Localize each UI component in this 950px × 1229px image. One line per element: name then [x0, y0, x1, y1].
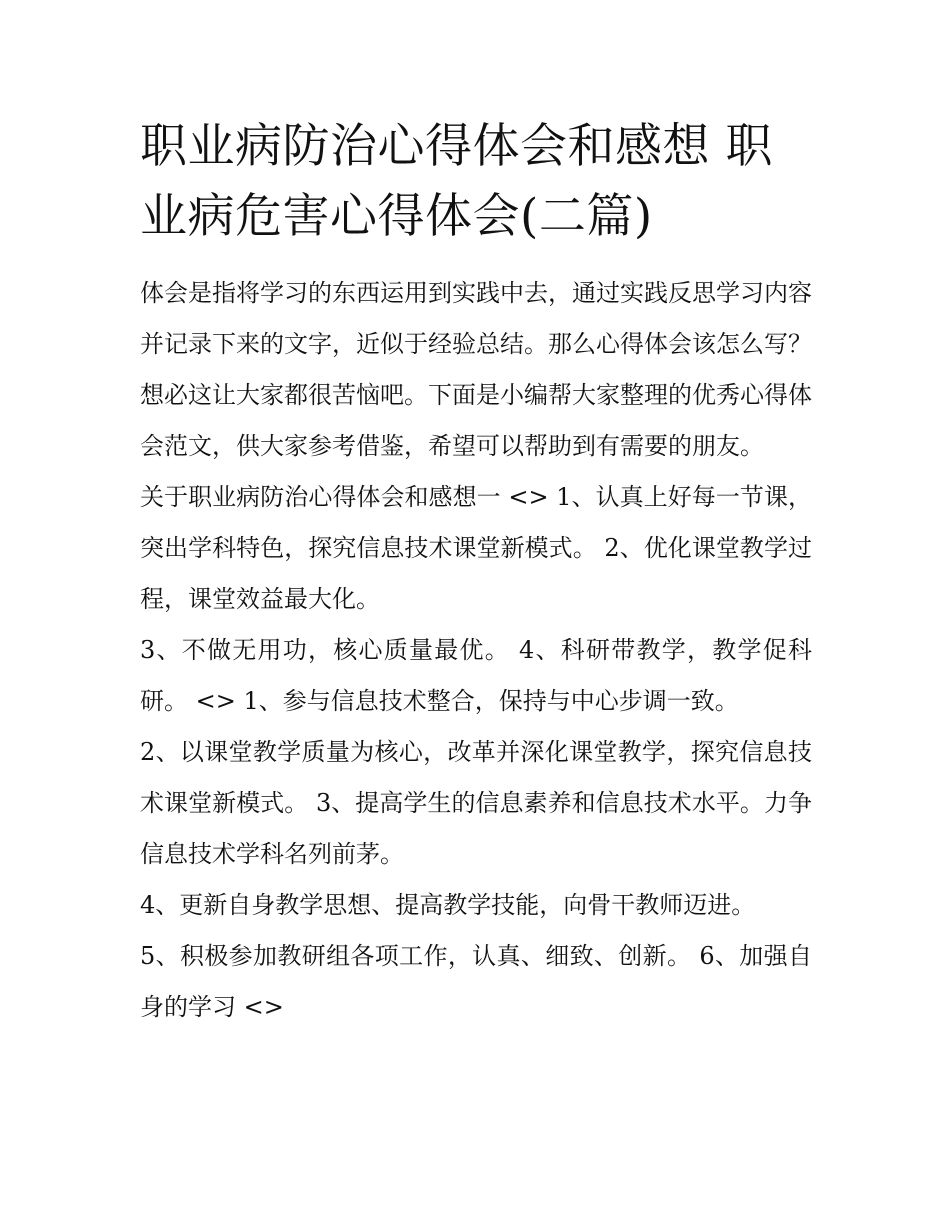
paragraph-4: 4、更新自身教学思想、提高教学技能，向骨干教师迈进。 — [140, 891, 756, 919]
document-page — [140, 112, 812, 1033]
paragraph-3: 2、以课堂教学质量为核心，改革并深化课堂教学，探究信息技术课堂新模式。 3、提高学生的信息素养和信息技术水平。力争信息技术学科名列前茅。 — [140, 738, 812, 868]
document-title: 职业病防治心得体会和感想 职业病危害心得体会(二篇) — [140, 119, 773, 244]
paragraph-5: 5、积极参加教研组各项工作，认真、细致、创新。 6、加强自身的学习 <> — [140, 942, 812, 1021]
paragraph-1: 关于职业病防治心得体会和感想一 <> 1、认真上好每一节课，突出学科特色，探究信息技术课堂新模式。 2、优化课堂教学过程，课堂效益最大化。 — [140, 483, 812, 613]
paragraph-intro: 体会是指将学习的东西运用到实践中去，通过实践反思学习内容并记录下来的文字，近似于经验总结。那么心得体会该怎么写？想必这让大家都很苦恼吧。下面是小编帮大家整理的优秀心得体会范文，供大家参考借鉴，希望可以帮助到有需要的朋友。 — [140, 279, 812, 460]
paragraph-2: 3、不做无用功，核心质量最优。 4、科研带教学，教学促科研。 <> 1、参与信息技术整合，保持与中心步调一致。 — [140, 636, 812, 715]
